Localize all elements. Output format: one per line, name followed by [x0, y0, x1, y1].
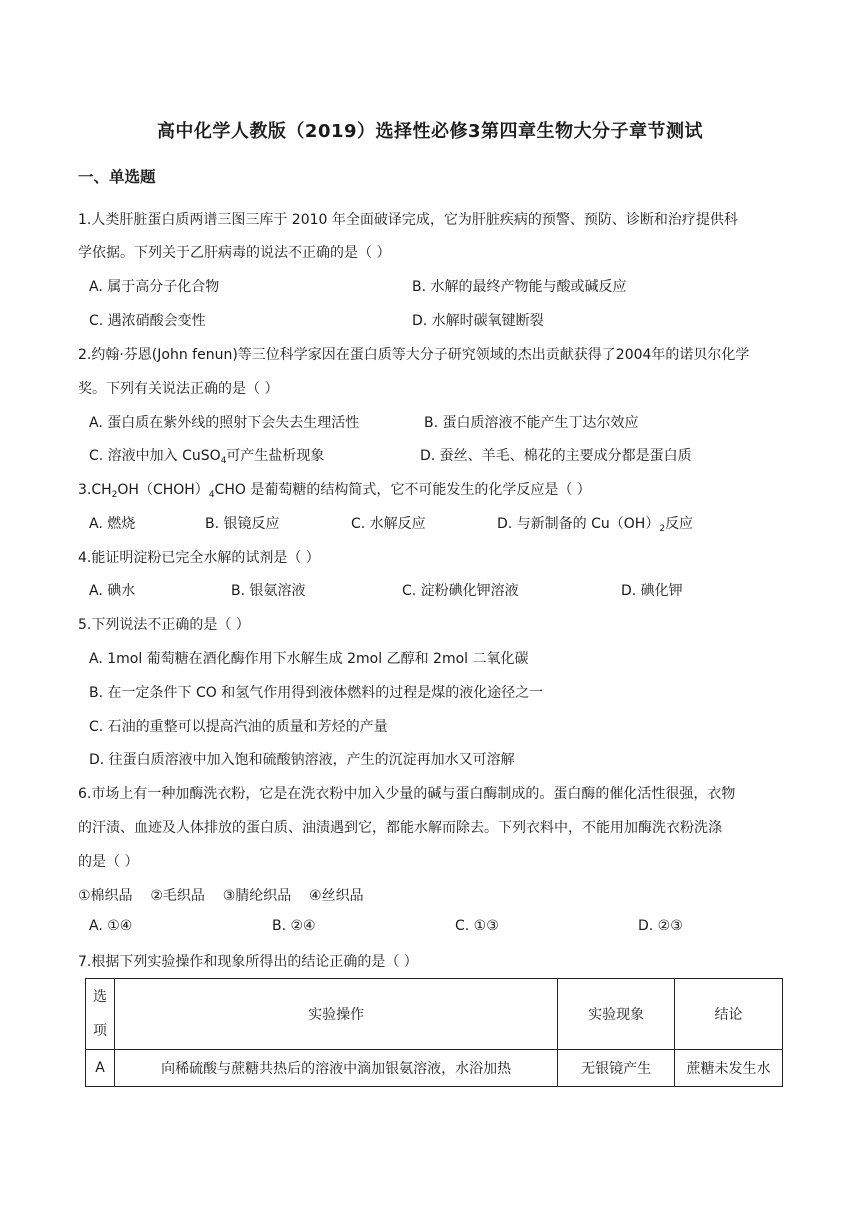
question-2-text-line-2: 奖。下列有关说法正确的是（ ）	[78, 381, 279, 397]
table-row	[86, 1050, 783, 1087]
question-2-option-a: A. 蛋白质在紫外线的照射下会失去生理活性	[89, 415, 360, 431]
question-5-option-d: D. 往蛋白质溶液中加入饱和硫酸钠溶液，产生的沉淀再加水又可溶解	[89, 752, 515, 768]
question-3-option-d: D. 与新制备的 $Cu(OH)_2$反应	[497, 516, 694, 534]
question-5-option-b: B. 在一定条件下 CO 和氢气作用得到液体燃料的过程是煤的液化途径之一	[89, 685, 544, 701]
table-header-conclusion: 结论	[675, 979, 783, 1050]
question-1-text-line-1: 1.人类肝脏蛋白质两谱三图三库于 2010 年全面破译完成，它为肝脏疾病的预警、预防、诊断和治疗提供科	[78, 212, 738, 228]
table-header-operation: 实验操作	[114, 979, 557, 1050]
question-1-option-c: C. 遇浓硝酸会变性	[89, 313, 206, 329]
question-1-text-line-2: 学依据。下列关于乙肝病毒的说法不正确的是（ ）	[78, 245, 391, 261]
question-3-option-b: B. 银镜反应	[205, 516, 280, 532]
table-cell-option: A	[86, 1050, 115, 1087]
question-4-option-b: B. 银氨溶液	[231, 583, 306, 599]
question-4-option-d: D. 碘化钾	[621, 583, 683, 599]
question-2-option-c: C. 溶液中加入 CuSO$_4$可产生盐析现象	[89, 448, 325, 466]
question-6-text-line-2: 的汗渍、血迹及人体排放的蛋白质、油渍遇到它，都能水解而除去。下列衣料中，不能用加酶洗衣粉洗涤	[78, 820, 722, 836]
table-header-row	[86, 979, 783, 1050]
question-3-option-c: C. 水解反应	[351, 516, 426, 532]
table-cell-phenomenon: 无银镜产生	[558, 1050, 675, 1087]
page-title: 高中化学人教版（2019）选择性必修3第四章生物大分子章节测试	[156, 121, 704, 142]
section-heading: 一、单选题	[78, 168, 156, 186]
table-cell-operation: 向稀硫酸与蔗糖共热后的溶液中滴加银氨溶液，水浴加热	[114, 1050, 557, 1087]
question-6-option-a: A. ①④	[89, 918, 133, 934]
question-5-option-c: C. 石油的重整可以提高汽油的质量和芳烃的产量	[89, 719, 388, 735]
question-6-option-d: D. ②③	[638, 918, 683, 934]
question-3-option-a: A. 燃烧	[89, 516, 136, 532]
question-2-option-b: B. 蛋白质溶液不能产生丁达尔效应	[424, 415, 639, 431]
question-1-option-d: D. 水解时碳氧键断裂	[412, 313, 544, 329]
question-2-text-line-1: 2.约翰·芬恩(John fenun)等三位科学家因在蛋白质等大分子研究领域的杰出贡献获得了2004年的诺贝尔化学	[78, 347, 750, 363]
question-6-text-line-1: 6.市场上有一种加酶洗衣粉，它是在洗衣粉中加入少量的碱与蛋白酶制成的。蛋白酶的催化活性很强，衣物	[78, 786, 736, 802]
question-7-text-line-1: 7.根据下列实验操作和现象所得出的结论正确的是（ ）	[78, 954, 418, 970]
question-1-option-a: A. 属于高分子化合物	[89, 279, 220, 295]
question-6-option-b: B. ②④	[272, 918, 316, 934]
question-4-option-a: A. 碘水	[89, 583, 136, 599]
question-4-text-line-1: 4.能证明淀粉已完全水解的试剂是（ ）	[78, 550, 320, 566]
question-6-item-list: ①棉织品 ②毛织品 ③腈纶织品 ④丝织品	[78, 888, 364, 904]
question-6-option-c: C. ①③	[455, 918, 499, 934]
question-6-text-line-3: 的是（ ）	[78, 854, 139, 870]
question-3-text-line-1: $3.CH_2OH(CHOH)_4CHO$ 是葡萄糖的结构简式，它不可能发生的化学反应是（ ）	[78, 482, 591, 500]
question-1-option-b: B. 水解的最终产物能与酸或碱反应	[412, 279, 627, 295]
table-header-phenomenon: 实验现象	[558, 979, 675, 1050]
table-header-option: 选 项	[86, 979, 115, 1050]
question-2-option-d: D. 蚕丝、羊毛、棉花的主要成分都是蛋白质	[420, 448, 692, 464]
question-4-option-c: C. 淀粉碘化钾溶液	[402, 583, 519, 599]
question-5-option-a: A. 1mol 葡萄糖在酒化酶作用下水解生成 2mol 乙醇和 2mol 二氧化碳	[89, 651, 529, 667]
table-cell-conclusion: 蔗糖未发生水	[675, 1050, 783, 1087]
experiment-table	[85, 978, 783, 1087]
question-5-text-line-1: 5.下列说法不正确的是（ ）	[78, 617, 250, 633]
